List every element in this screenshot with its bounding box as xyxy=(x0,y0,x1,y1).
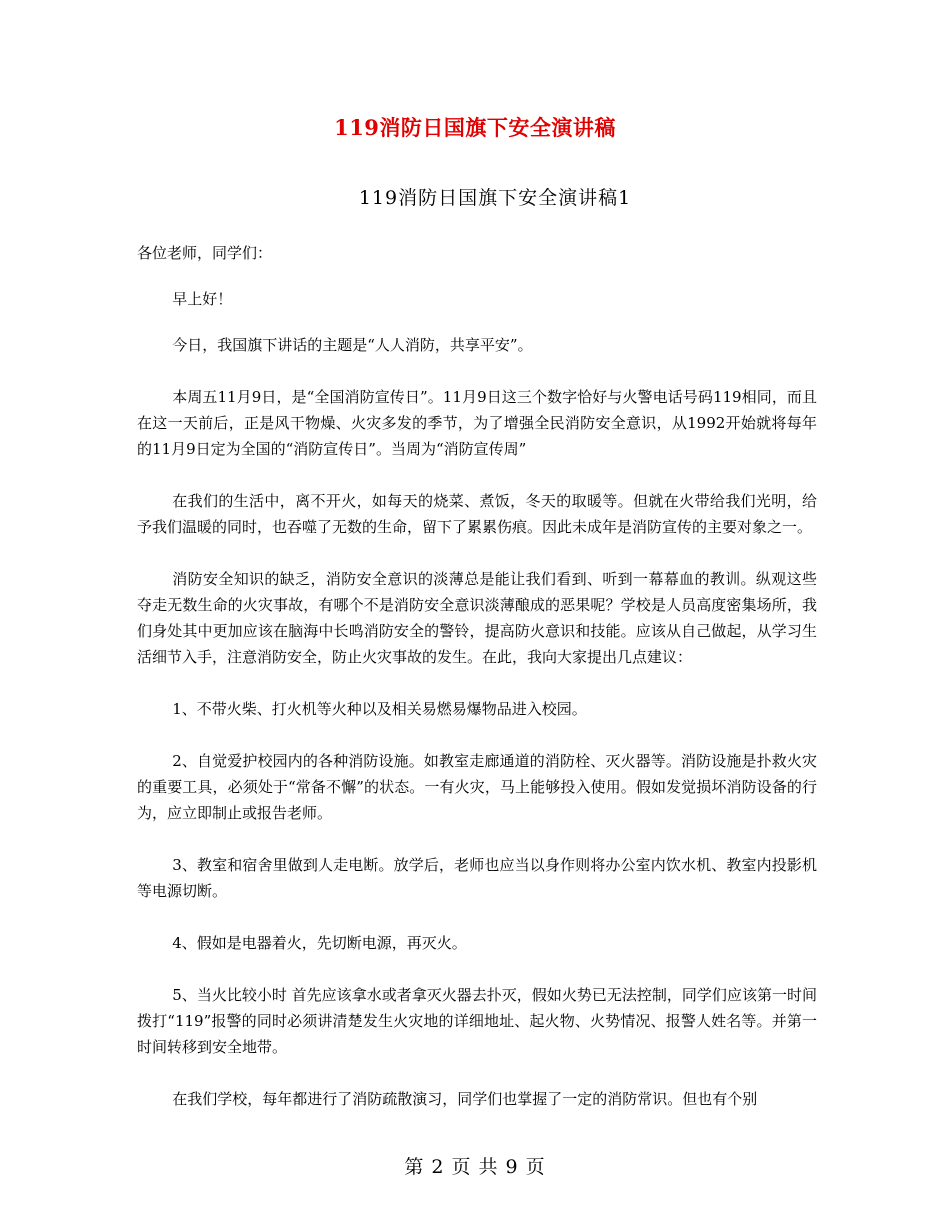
document-body xyxy=(137,240,817,1138)
page-footer: 第 2 页 共 9 页 xyxy=(404,1156,546,1178)
body-paragraph: 在我们的生活中，离不开火，如每天的烧菜、煮饭，冬天的取暖等。但就在火带给我们光明，给予我们温暖的同时，也吞噬了无数的生命，留下了累累伤痕。因此未成年是消防宣传的主要对象之一。 xyxy=(137,492,817,536)
body-paragraph: 今日，我国旗下讲话的主题是“人人消防，共享平安”。 xyxy=(172,336,533,354)
list-item: 4、假如是电器着火，先切断电源，再灭火。 xyxy=(172,934,467,952)
list-item: 5、当火比较小时 首先应该拿水或者拿灭火器去扑灭，假如火势已无法控制，同学们应该第一时间拨打“119”报警的同时必须讲清楚发生火灾地的详细地址、起火物、火势情况、报警人姓名等。并第一时间转移到安全地带。 xyxy=(137,986,817,1056)
greeting-paragraph: 各位老师，同学们： xyxy=(137,244,273,262)
body-paragraph: 本周五11月9日，是“全国消防宣传日”。11月9日这三个数字恰好与火警电话号码119相同，而且在这一天前后，正是风干物燥、火灾多发的季节，为了增强全民消防安全意识，从1992开始就将每年的11月9日定为全国的“消防宣传日”。当周为“消防宣传周” xyxy=(137,388,817,458)
list-item: 2、自觉爱护校园内的各种消防设施。如教室走廊通道的消防栓、灭火器等。消防设施是扑救火灾的重要工具，必须处于“常备不懈”的状态。一有火灾，马上能够投入使用。假如发觉损坏消防设备的行为，应立即制止或报告老师。 xyxy=(137,752,817,822)
document-title: 119消防日国旗下安全演讲稿 xyxy=(334,115,616,140)
list-item: 1、不带火柴、打火机等火种以及相关易燃易爆物品进入校园。 xyxy=(172,700,587,718)
body-paragraph: 早上好！ xyxy=(172,290,233,308)
list-item: 3、教室和宿舍里做到人走电断。放学后，老师也应当以身作则将办公室内饮水机、教室内投影机等电源切断。 xyxy=(137,856,817,900)
body-paragraph: 消防安全知识的缺乏，消防安全意识的淡薄总是能让我们看到、听到一幕幕血的教训。纵观这些夺走无数生命的火灾事故，有哪个不是消防安全意识淡薄酿成的恶果呢？学校是人员高度密集场所，我们身处其中更加应该在脑海中长鸣消防安全的警铃，提高防火意识和技能。应该从自己做起，从学习生活细节入手，注意消防安全，防止火灾事故的发生。在此，我向大家提出几点建议： xyxy=(137,570,817,666)
body-paragraph: 在我们学校，每年都进行了消防疏散演习，同学们也掌握了一定的消防常识。但也有个别 xyxy=(172,1090,758,1108)
document-subtitle: 119消防日国旗下安全演讲稿1 xyxy=(358,187,632,209)
